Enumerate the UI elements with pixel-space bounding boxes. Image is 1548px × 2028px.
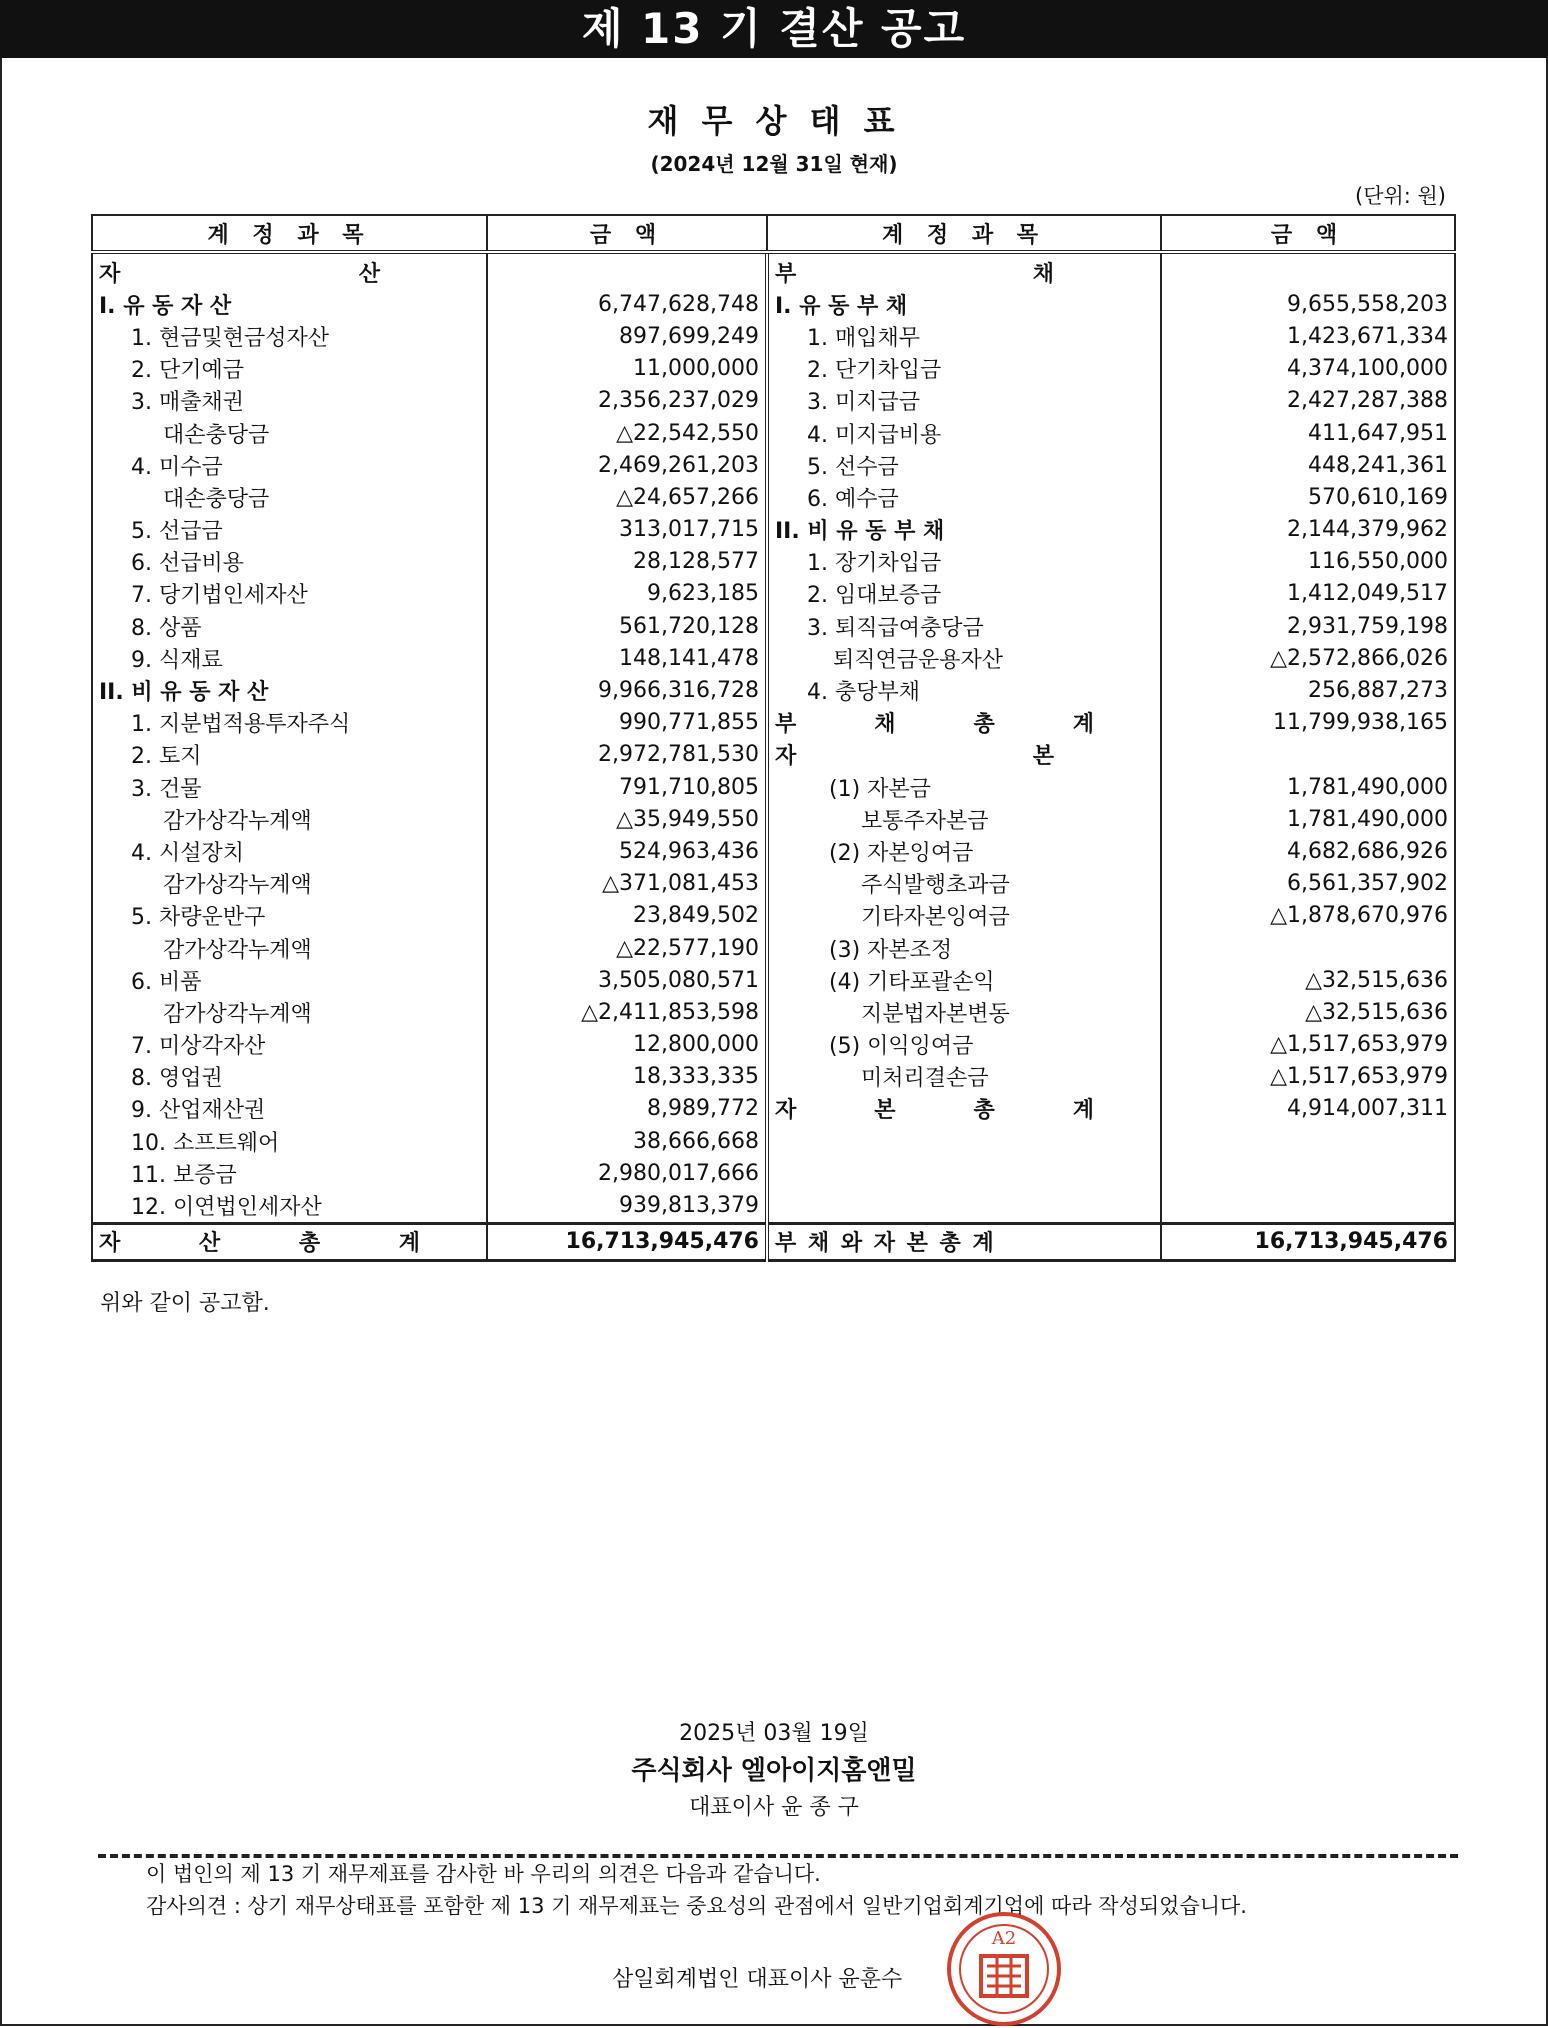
left-account-label — [92, 252, 487, 288]
left-account-label: 대손충당금 — [92, 481, 487, 513]
audit-opinion: 감사의견 : 상기 재무상태표를 포함한 제 13 기 재무제표는 중요성의 관점에서 일반기업회계기업에 따라 작성되었습니다. — [146, 1894, 1247, 1918]
table-row — [92, 707, 1455, 739]
header-account-right: 계 정 과 목 — [767, 215, 1161, 252]
left-account-label: 9. 산업재산권 — [92, 1093, 487, 1125]
left-account-label: 8. 상품 — [92, 610, 487, 642]
left-amount: △24,657,266 — [487, 481, 767, 513]
table-row — [92, 385, 1455, 417]
right-account-label: 6. 예수금 — [767, 481, 1161, 513]
left-account-label: I. 유 동 자 산 — [92, 288, 487, 320]
left-amount: 23,849,502 — [487, 900, 767, 932]
table-row — [92, 578, 1455, 610]
right-amount: 1,781,490,000 — [1161, 771, 1455, 803]
right-amount: △1,517,653,979 — [1161, 1029, 1455, 1061]
left-account-label: 4. 미수금 — [92, 449, 487, 481]
right-amount: 1,423,671,334 — [1161, 320, 1455, 352]
statement-date: (2024년 12월 31일 현재) — [650, 152, 898, 176]
right-account-label: 4. 미지급비용 — [767, 417, 1161, 449]
total-assets-amount: 16,713,945,476 — [487, 1223, 767, 1260]
left-account-label: 2. 단기예금 — [92, 353, 487, 385]
left-amount: △371,081,453 — [487, 868, 767, 900]
left-account-label: 대손충당금 — [92, 417, 487, 449]
table-row — [92, 803, 1455, 835]
right-amount — [1161, 252, 1455, 288]
left-account-label: 5. 차량운반구 — [92, 900, 487, 932]
left-account-label-part: 산 — [358, 261, 380, 287]
svg-text:A2: A2 — [991, 1928, 1017, 1949]
right-account-label-part: 계 — [1072, 712, 1094, 738]
right-account-label: II. 비 유 동 부 채 — [767, 514, 1161, 546]
left-amount: 28,128,577 — [487, 546, 767, 578]
right-account-label-part: 총 — [973, 1098, 995, 1124]
table-row — [92, 1093, 1455, 1125]
left-amount: 939,813,379 — [487, 1189, 767, 1223]
left-account-label: 11. 보증금 — [92, 1157, 487, 1189]
right-amount: 11,799,938,165 — [1161, 707, 1455, 739]
notice-banner: 제 13 기 결산 공고 — [0, 0, 1548, 58]
right-amount — [1161, 739, 1455, 771]
right-account-label-part: 자 — [775, 1098, 797, 1124]
left-amount: 2,980,017,666 — [487, 1157, 767, 1189]
right-amount: △1,517,653,979 — [1161, 1061, 1455, 1093]
right-amount: 2,931,759,198 — [1161, 610, 1455, 642]
right-account-label-part: 부 — [775, 712, 797, 738]
right-account-label: 1. 장기차입금 — [767, 546, 1161, 578]
audit-statement: 이 법인의 제 13 기 재무제표를 감사한 바 우리의 의견은 다음과 같습니다. — [146, 1862, 821, 1886]
total-row — [92, 1223, 1455, 1260]
right-account-label-part: 자 — [775, 744, 797, 770]
left-amount: 38,666,668 — [487, 1125, 767, 1157]
right-account-label: 지분법자본변동 — [767, 996, 1161, 1028]
right-amount: 4,914,007,311 — [1161, 1093, 1455, 1125]
right-amount: 2,427,287,388 — [1161, 385, 1455, 417]
right-account-label-part: 계 — [1072, 1098, 1094, 1124]
total-assets-label — [92, 1223, 487, 1260]
left-amount: 2,356,237,029 — [487, 385, 767, 417]
left-account-label: 2. 토지 — [92, 739, 487, 771]
table-row — [92, 1061, 1455, 1093]
left-amount: △22,542,550 — [487, 417, 767, 449]
table-row — [92, 835, 1455, 867]
left-amount: 9,966,316,728 — [487, 674, 767, 706]
right-amount: 6,561,357,902 — [1161, 868, 1455, 900]
notice-note: 위와 같이 공고함. — [100, 1291, 270, 1316]
total-liabilities-equity-label: 부 채 와 자 본 총 계 — [767, 1223, 1161, 1260]
left-account-label: 10. 소프트웨어 — [92, 1125, 487, 1157]
table-row — [92, 771, 1455, 803]
right-account-label: 미처리결손금 — [767, 1061, 1161, 1093]
left-amount: 12,800,000 — [487, 1029, 767, 1061]
right-account-label: I. 유 동 부 채 — [767, 288, 1161, 320]
table-row — [92, 868, 1455, 900]
left-amount: 313,017,715 — [487, 514, 767, 546]
left-account-label: 6. 선급비용 — [92, 546, 487, 578]
total-assets-label-part: 자 — [99, 1231, 121, 1257]
right-account-label-part: 본 — [874, 1098, 896, 1124]
right-amount: 4,374,100,000 — [1161, 353, 1455, 385]
auditor-seal-icon — [945, 1910, 1063, 2028]
right-account-label — [767, 1189, 1161, 1223]
left-account-label: 3. 건물 — [92, 771, 487, 803]
right-account-label: 2. 임대보증금 — [767, 578, 1161, 610]
right-account-label: (1) 자본금 — [767, 771, 1161, 803]
left-amount: △35,949,550 — [487, 803, 767, 835]
left-account-label: 6. 비품 — [92, 964, 487, 996]
right-amount: 448,241,361 — [1161, 449, 1455, 481]
right-amount: 4,682,686,926 — [1161, 835, 1455, 867]
left-account-label: 5. 선급금 — [92, 514, 487, 546]
table-row — [92, 610, 1455, 642]
left-amount: 2,469,261,203 — [487, 449, 767, 481]
right-account-label: (2) 자본잉여금 — [767, 835, 1161, 867]
right-account-label: 1. 매입채무 — [767, 320, 1161, 352]
company-name: 주식회사 엘아이지홈앤밀 — [631, 1756, 917, 1786]
left-account-label: 감가상각누계액 — [92, 803, 487, 835]
right-amount: 1,412,049,517 — [1161, 578, 1455, 610]
left-amount: △2,411,853,598 — [487, 996, 767, 1028]
table-row — [92, 546, 1455, 578]
right-account-label-part: 채 — [1032, 261, 1054, 287]
header-amount-right: 금 액 — [1161, 215, 1455, 252]
signature-date: 2025년 03월 19일 — [679, 1721, 869, 1746]
table-row — [92, 996, 1455, 1028]
table-row — [92, 1125, 1455, 1157]
left-account-label: 8. 영업권 — [92, 1061, 487, 1093]
right-amount: △2,572,866,026 — [1161, 642, 1455, 674]
left-account-label: 12. 이연법인세자산 — [92, 1189, 487, 1223]
right-amount — [1161, 1157, 1455, 1189]
table-row — [92, 900, 1455, 932]
table-row — [92, 481, 1455, 513]
table-row — [92, 674, 1455, 706]
left-account-label: 1. 현금및현금성자산 — [92, 320, 487, 352]
left-amount: 2,972,781,530 — [487, 739, 767, 771]
left-account-label: II. 비 유 동 자 산 — [92, 674, 487, 706]
right-amount: 1,781,490,000 — [1161, 803, 1455, 835]
right-amount — [1161, 1189, 1455, 1223]
table-row — [92, 353, 1455, 385]
right-amount: 256,887,273 — [1161, 674, 1455, 706]
right-account-label: 보통주자본금 — [767, 803, 1161, 835]
right-amount: △32,515,636 — [1161, 964, 1455, 996]
right-account-label: (4) 기타포괄손익 — [767, 964, 1161, 996]
total-assets-label-part: 총 — [298, 1231, 321, 1257]
right-account-label — [767, 1125, 1161, 1157]
right-account-label: (3) 자본조정 — [767, 932, 1161, 964]
balance-sheet-table — [91, 214, 1456, 1262]
statement-title: 재 무 상 태 표 — [647, 102, 901, 140]
left-account-label-part: 자 — [99, 261, 121, 287]
right-account-label — [767, 1157, 1161, 1189]
auditor-name: 삼일회계법인 대표이사 윤훈수 — [612, 1967, 903, 1992]
left-amount: 18,333,335 — [487, 1061, 767, 1093]
right-account-label-part: 채 — [874, 712, 896, 738]
right-account-label: 4. 충당부채 — [767, 674, 1161, 706]
table-row — [92, 288, 1455, 320]
left-amount: 990,771,855 — [487, 707, 767, 739]
right-amount: 570,610,169 — [1161, 481, 1455, 513]
table-row — [92, 739, 1455, 771]
left-amount: 3,505,080,571 — [487, 964, 767, 996]
right-account-label-part: 본 — [1032, 744, 1054, 770]
table-row — [92, 514, 1455, 546]
table-row — [92, 1189, 1455, 1223]
table-row — [92, 932, 1455, 964]
left-amount: 9,623,185 — [487, 578, 767, 610]
total-assets-label-part: 산 — [198, 1231, 221, 1257]
right-account-label: 3. 미지급금 — [767, 385, 1161, 417]
table-header-row — [92, 215, 1455, 252]
left-account-label: 9. 식재료 — [92, 642, 487, 674]
right-account-label: 퇴직연금운용자산 — [767, 642, 1161, 674]
left-account-label: 7. 미상각자산 — [92, 1029, 487, 1061]
right-amount: 2,144,379,962 — [1161, 514, 1455, 546]
left-account-label: 7. 당기법인세자산 — [92, 578, 487, 610]
right-amount: 116,550,000 — [1161, 546, 1455, 578]
right-account-label-part: 총 — [973, 712, 995, 738]
left-account-label: 감가상각누계액 — [92, 932, 487, 964]
right-account-label: 기타자본잉여금 — [767, 900, 1161, 932]
table-row — [92, 252, 1455, 288]
left-amount: 148,141,478 — [487, 642, 767, 674]
left-amount: 897,699,249 — [487, 320, 767, 352]
right-account-label: 주식발행초과금 — [767, 868, 1161, 900]
total-assets-label-part: 계 — [398, 1231, 420, 1257]
right-amount — [1161, 932, 1455, 964]
table-row — [92, 964, 1455, 996]
left-amount: △22,577,190 — [487, 932, 767, 964]
right-account-label — [767, 739, 1161, 771]
table-row — [92, 1157, 1455, 1189]
table-row — [92, 1029, 1455, 1061]
table-row — [92, 449, 1455, 481]
balance-sheet-body — [92, 252, 1455, 1223]
right-amount — [1161, 1125, 1455, 1157]
total-liabilities-equity-amount: 16,713,945,476 — [1161, 1223, 1455, 1260]
table-row — [92, 417, 1455, 449]
right-amount: △1,878,670,976 — [1161, 900, 1455, 932]
right-amount: △32,515,636 — [1161, 996, 1455, 1028]
header-amount-left: 금 액 — [487, 215, 767, 252]
left-amount: 524,963,436 — [487, 835, 767, 867]
left-amount: 561,720,128 — [487, 610, 767, 642]
unit-label: (단위: 원) — [1355, 184, 1446, 208]
left-account-label: 감가상각누계액 — [92, 996, 487, 1028]
right-amount: 411,647,951 — [1161, 417, 1455, 449]
left-account-label: 4. 시설장치 — [92, 835, 487, 867]
header-account-left: 계 정 과 목 — [92, 215, 487, 252]
left-account-label: 감가상각누계액 — [92, 868, 487, 900]
right-account-label — [767, 1093, 1161, 1125]
right-account-label-part: 부 — [775, 261, 797, 287]
left-amount: 11,000,000 — [487, 353, 767, 385]
right-account-label: 2. 단기차입금 — [767, 353, 1161, 385]
left-amount: 791,710,805 — [487, 771, 767, 803]
left-amount: 8,989,772 — [487, 1093, 767, 1125]
left-amount: 6,747,628,748 — [487, 288, 767, 320]
left-account-label: 3. 매출채권 — [92, 385, 487, 417]
left-account-label: 1. 지분법적용투자주식 — [92, 707, 487, 739]
left-amount — [487, 252, 767, 288]
right-account-label: (5) 이익잉여금 — [767, 1029, 1161, 1061]
ceo-name: 대표이사 윤 종 구 — [689, 1795, 859, 1820]
right-account-label — [767, 707, 1161, 739]
right-account-label: 3. 퇴직급여충당금 — [767, 610, 1161, 642]
table-row — [92, 642, 1455, 674]
right-amount: 9,655,558,203 — [1161, 288, 1455, 320]
right-account-label — [767, 252, 1161, 288]
right-account-label: 5. 선수금 — [767, 449, 1161, 481]
table-row — [92, 320, 1455, 352]
